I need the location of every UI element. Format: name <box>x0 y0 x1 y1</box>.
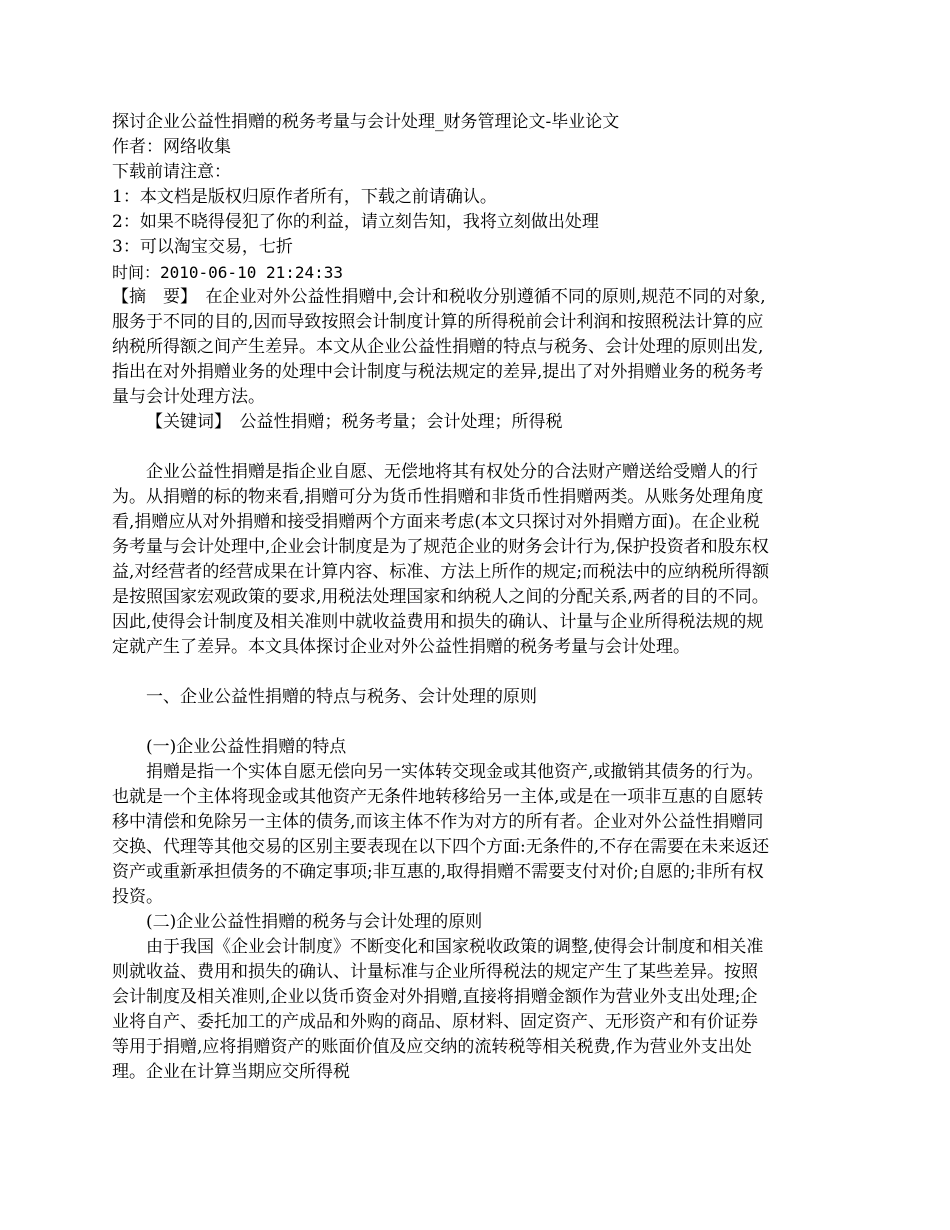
subsection-heading-1: (一)企业公益性捐赠的特点 <box>146 737 347 757</box>
author-line: 作者：网络收集 <box>112 137 231 157</box>
body-paragraph-1: 捐赠是指一个实体自愿无偿向另一实体转交现金或其他资产,或撤销其债务的行为。也就是一个主体将现金或其他资产无条件地转移给另一主体,或是在一项非互惠的自愿转移中清偿和免除另一主体的债务,而该主体不作为对方的所有者。企业对外公益性捐赠同交换、代理等其他交易的区别主要表现在以下四个方面:无条件的,不存在需要在未来返还资产或重新承担债务的不确定事项;非互惠的,取得捐赠不需要支付对价;自愿的;非所有权投资。 <box>112 762 770 907</box>
document-header <box>112 110 772 285</box>
keywords-line: 【关键词】 公益性捐赠；税务考量；会计处理；所得税 <box>146 412 563 432</box>
blank-line <box>112 660 772 685</box>
section-heading-1: 一、企业公益性捐赠的特点与税务、会计处理的原则 <box>146 687 537 707</box>
document-body <box>112 110 772 1085</box>
notice-header: 下载前请注意： <box>112 162 231 182</box>
notice-item-2: 2：如果不晓得侵犯了你的利益，请立刻告知，我将立刻做出处理 <box>112 212 599 232</box>
document-title: 探讨企业公益性捐赠的税务考量与会计处理_财务管理论文-毕业论文 <box>112 112 620 132</box>
intro-paragraph: 企业公益性捐赠是指企业自愿、无偿地将其有权处分的合法财产赠送给受赠人的行为。从捐赠的标的物来看,捐赠可分为货币性捐赠和非货币性捐赠两类。从账务处理角度看,捐赠应从对外捐赠和接受捐赠两个方面来考虑(本文只探讨对外捐赠方面)。在企业税务考量与会计处理中,企业会计制度是为了规范企业的财务会计行为,保护投资者和股东权益,对经营者的经营成果在计算内容、标准、方法上所作的规定;而税法中的应纳税所得额是按照国家宏观政策的要求,用税法处理国家和纳税人之间的分配关系,两者的目的不同。因此,使得会计制度及相关准则中就收益费用和损失的确认、计量与企业所得税法规的规定就产生了差异。本文具体探讨企业对外公益性捐赠的税务考量与会计处理。 <box>112 462 770 657</box>
notice-item-3: 3：可以淘宝交易，七折 <box>112 237 293 257</box>
subsection-heading-2: (二)企业公益性捐赠的税务与会计处理的原则 <box>146 912 483 932</box>
body-paragraph-2: 由于我国《企业会计制度》不断变化和国家税收政策的调整,使得会计制度和相关准则就收益、费用和损失的确认、计量标准与企业所得税法的规定产生了某些差异。按照会计制度及相关准则,企业以货币资金对外捐赠,直接将捐赠金额作为营业外支出处理;企业将自产、委托加工的产成品和外购的商品、原材料、固定资产、无形资产和有价证券等用于捐赠,应将捐赠资产的账面价值及应交纳的流转税等相关税费,作为营业外支出处理。企业在计算当期应交所得税 <box>112 937 764 1082</box>
time-line: 时间：2010-06-10 21:24:33 <box>112 263 344 282</box>
blank-line <box>112 435 772 460</box>
abstract-paragraph: 【摘 要】 在企业对外公益性捐赠中,会计和税收分别遵循不同的原则,规范不同的对象,服务于不同的目的,因而导致按照会计制度计算的所得税前会计利润和按照税法计算的应纳税所得额之间产生差异。本文从企业公益性捐赠的特点与税务、会计处理的原则出发,指出在对外捐赠业务的处理中会计制度与税法规定的差异,提出了对外捐赠业务的税务考量与会计处理方法。 <box>112 287 766 407</box>
blank-line <box>112 710 772 735</box>
notice-item-1: 1：本文档是版权归原作者所有，下载之前请确认。 <box>112 187 497 207</box>
